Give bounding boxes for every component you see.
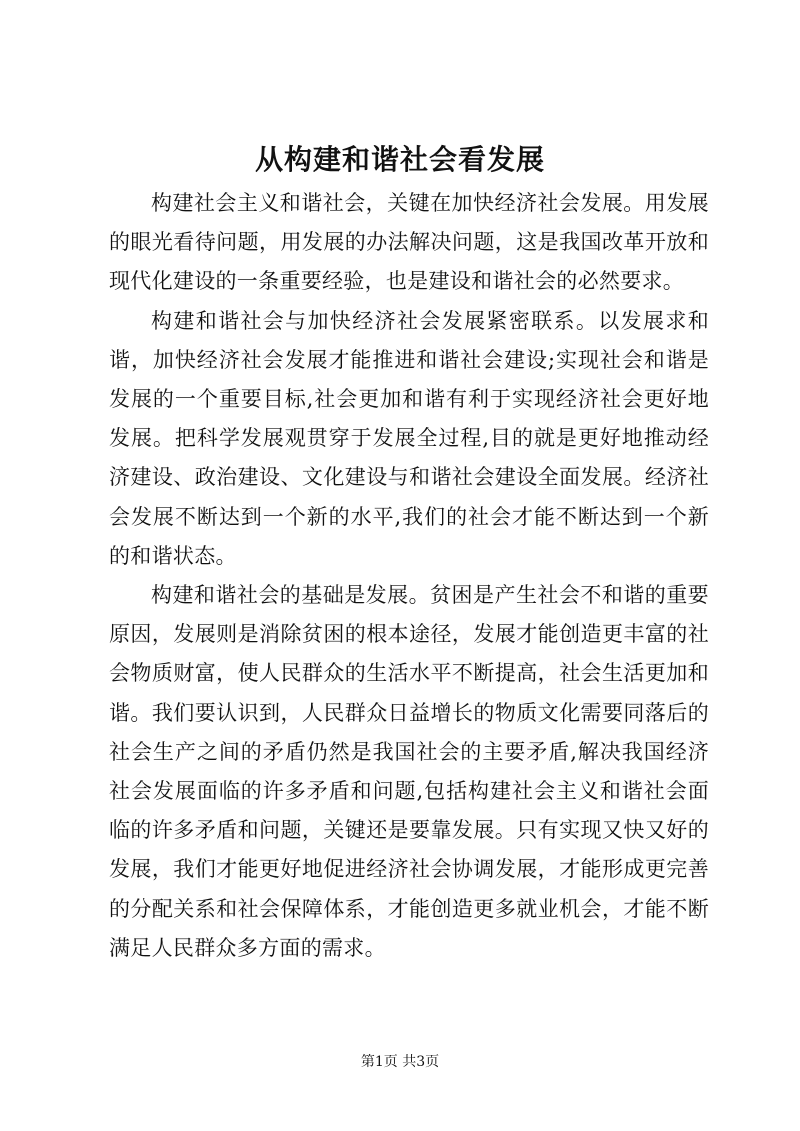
document-title: 从构建和谐社会看发展 — [254, 143, 545, 176]
page-number-footer: 第1页 共3页 — [360, 1054, 440, 1070]
document-body — [109, 184, 709, 968]
paragraph-3: 构建和谐社会的基础是发展。贫困是产生社会不和谐的重要原因，发展则是消除贫困的根本途径，发展才能创造更丰富的社会物质财富，使人民群众的生活水平不断提高，社会生活更加和谐。我们要认识到，人民群众日益增长的物质文化需要同落后的社会生产之间的矛盾仍然是我国社会的主要矛盾,解决我国经济社会发展面临的许多矛盾和问题,包括构建社会主义和谐社会面临的许多矛盾和问题，关键还是要靠发展。只有实现又快又好的发展，我们才能更好地促进经济社会协调发展，才能形成更完善的分配关系和社会保障体系，才能创造更多就业机会，才能不断满足人民群众多方面的需求。 — [109, 583, 709, 960]
paragraph-1: 构建社会主义和谐社会，关键在加快经济社会发展。用发展的眼光看待问题，用发展的办法解决问题，这是我国改革开放和现代化建设的一条重要经验，也是建设和谐社会的必然要求。 — [109, 191, 709, 294]
paragraph-2: 构建和谐社会与加快经济社会发展紧密联系。以发展求和谐，加快经济社会发展才能推进和谐社会建设;实现社会和谐是发展的一个重要目标,社会更加和谐有利于实现经济社会更好地发展。把科学发展观贯穿于发展全过程,目的就是更好地推动经济建设、政治建设、文化建设与和谐社会建设全面发展。经济社会发展不断达到一个新的水平,我们的社会才能不断达到一个新的和谐状态。 — [109, 308, 709, 568]
